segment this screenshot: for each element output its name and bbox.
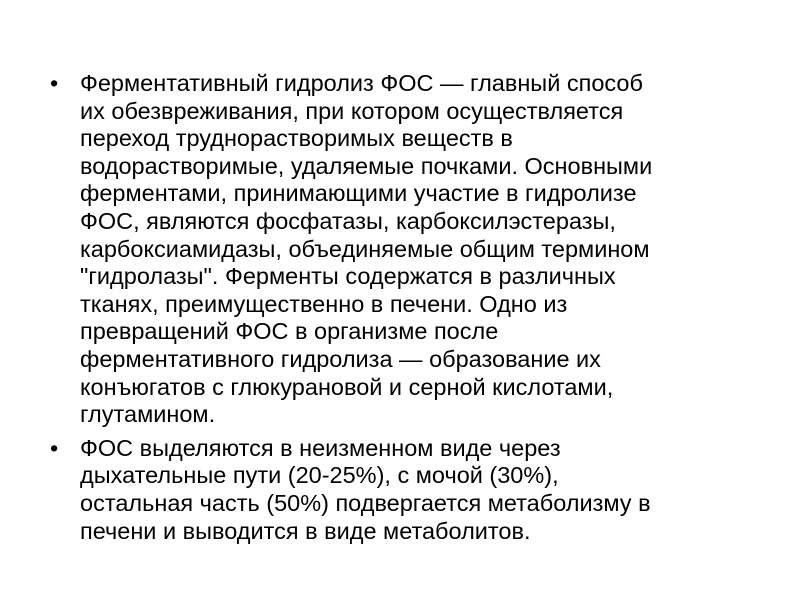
bullet-list — [48, 70, 748, 551]
text-line: карбоксиамидазы, объединяемые общим термином — [80, 235, 650, 262]
text-line: тканях, преимущественно в печени. Одно из — [80, 290, 568, 317]
text-line: ферментативного гидролиза — образование их — [80, 345, 601, 372]
bullet-item-excretion — [48, 435, 748, 545]
text-line: остальная часть (50%) подвергается метаболизму в — [80, 489, 651, 516]
bullet-point-icon: • — [50, 434, 59, 461]
text-line: ФОС, являются фосфатазы, карбоксилэстеразы, — [80, 207, 616, 234]
text-line: печени и выводится в виде метаболитов. — [80, 517, 531, 544]
text-line: переход труднорастворимых веществ в — [80, 125, 513, 152]
text-line: водорастворимые, удаляемые почками. Основными — [80, 152, 653, 179]
text-line: дыхательные пути (20-25%), с мочой (30%), — [80, 462, 559, 489]
bullet-item-hydrolysis — [48, 70, 748, 429]
text-line: Ферментативный гидролиз ФОС — главный способ — [80, 70, 643, 96]
text-line: превращений ФОС в организме после — [80, 318, 499, 345]
text-line: ФОС выделяются в неизменном виде через — [80, 434, 561, 461]
text-line: глутамином. — [80, 401, 216, 428]
text-line: ферментами, принимающими участие в гидролизе — [80, 180, 637, 207]
text-line: "гидролазы". Ферменты содержатся в различных — [80, 263, 616, 290]
bullet-point-icon: • — [50, 70, 59, 96]
text-line: конъюгатов с глюкурановой и серной кислотами, — [80, 373, 614, 400]
text-line: их обезвреживания, при котором осуществляется — [80, 97, 624, 124]
